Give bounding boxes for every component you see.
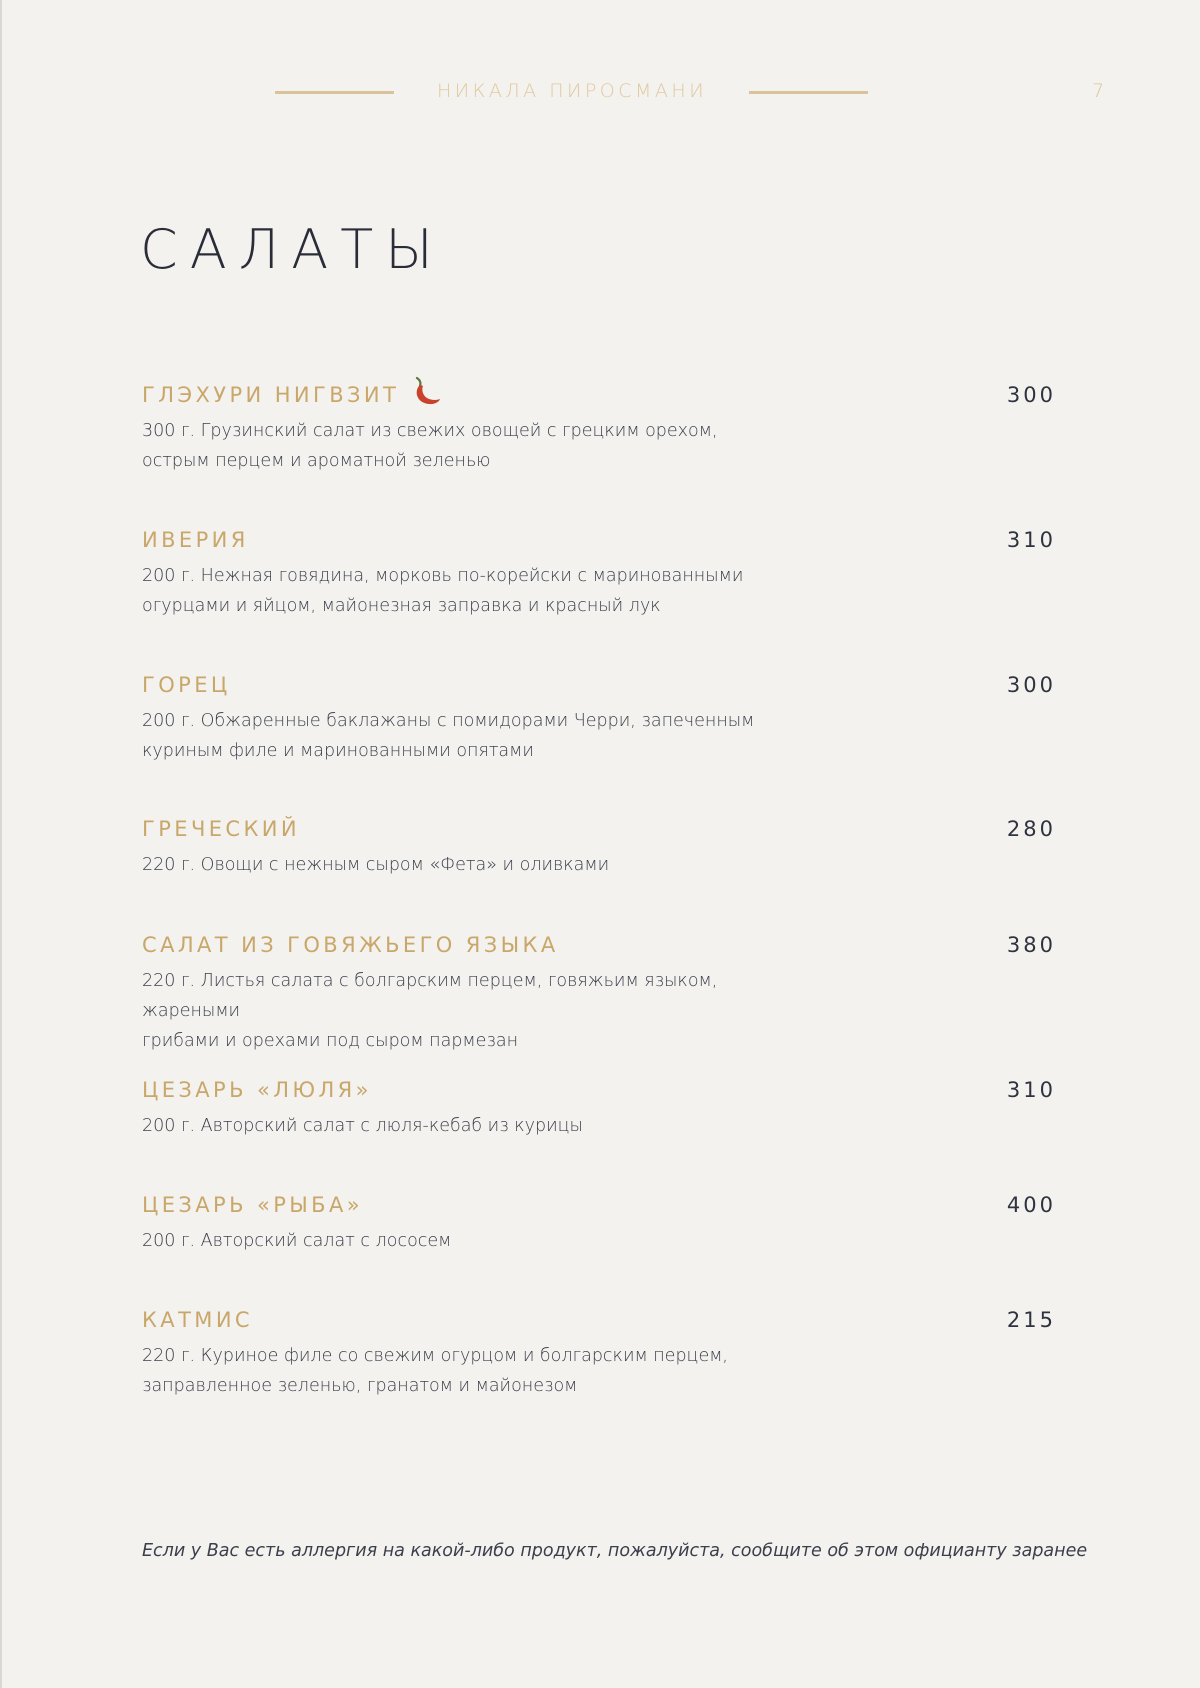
description-line: острым перцем и ароматной зеленью <box>142 451 491 471</box>
menu-item-price: 280 <box>1006 817 1056 841</box>
menu-item-name-text: ГЛЭХУРИ НИГВЗИТ <box>142 383 400 407</box>
description-line: 220 г. Куриное филе со свежим огурцом и болгарским перцем, <box>142 1346 728 1366</box>
description-line: 200 г. Нежная говядина, морковь по-корейски с маринованными <box>142 566 744 586</box>
menu-item-description <box>142 1111 792 1141</box>
restaurant-name: НИКАЛА ПИРОСМАНИ <box>436 80 708 102</box>
menu-item-description <box>142 1341 792 1401</box>
section-title: САЛАТЫ <box>140 218 445 281</box>
description-line: заправленное зеленью, гранатом и майонезом <box>142 1376 578 1396</box>
menu-item-description <box>142 966 792 1056</box>
description-line: 220 г. Листья салата с болгарским перцем, говяжьим языком, жареными <box>142 971 718 1021</box>
description-line: куриным филе и маринованными опятами <box>142 741 534 761</box>
description-line: грибами и орехами под сыром пармезан <box>142 1031 519 1051</box>
menu-item-price: 300 <box>1006 383 1056 407</box>
menu-item-name: КАТМИС <box>142 1308 253 1332</box>
description-line: 200 г. Обжаренные баклажаны с помидорами Черри, запеченным <box>142 711 755 731</box>
header-rule-left <box>275 91 394 94</box>
description-line: огурцами и яйцом, майонезная заправка и красный лук <box>142 596 661 616</box>
description-line: 300 г. Грузинский салат из свежих овощей с грецким орехом, <box>142 421 718 441</box>
allergy-note: Если у Вас есть аллергия на какой-либо продукт, пожалуйста, сообщите об этом официанту заранее <box>142 1541 1088 1561</box>
menu-item-name: ЦЕЗАРЬ «РЫБА» <box>142 1193 364 1217</box>
menu-item-description <box>142 706 792 766</box>
menu-item-description <box>142 1226 792 1256</box>
menu-item-price: 400 <box>1006 1193 1056 1217</box>
description-line: 220 г. Овощи с нежным сыром «Фета» и оливками <box>142 855 610 875</box>
page-number: 7 <box>1092 80 1105 102</box>
menu-item-name: ГРЕЧЕСКИЙ <box>142 817 300 841</box>
menu-item-price: 300 <box>1006 673 1056 697</box>
description-line: 200 г. Авторский салат с люля-кебаб из курицы <box>142 1116 583 1136</box>
menu-item-price: 215 <box>1006 1308 1056 1332</box>
menu-item-description <box>142 561 792 621</box>
chili-pepper-icon <box>411 376 441 408</box>
description-line: 200 г. Авторский салат с лососем <box>142 1231 452 1251</box>
menu-item-name: САЛАТ ИЗ ГОВЯЖЬЕГО ЯЗЫКА <box>142 933 559 957</box>
menu-item-price: 310 <box>1006 528 1056 552</box>
menu-item-name: ЦЕЗАРЬ «ЛЮЛЯ» <box>142 1078 372 1102</box>
menu-item-price: 310 <box>1006 1078 1056 1102</box>
menu-item-description <box>142 850 792 880</box>
page-edge <box>0 0 2 1688</box>
header-rule-right <box>749 91 868 94</box>
menu-item-description <box>142 416 792 476</box>
menu-item-name: ГОРЕЦ <box>142 673 231 697</box>
menu-item-name <box>142 382 441 408</box>
menu-item-name: ИВЕРИЯ <box>142 528 249 552</box>
menu-item-price: 380 <box>1006 933 1056 957</box>
